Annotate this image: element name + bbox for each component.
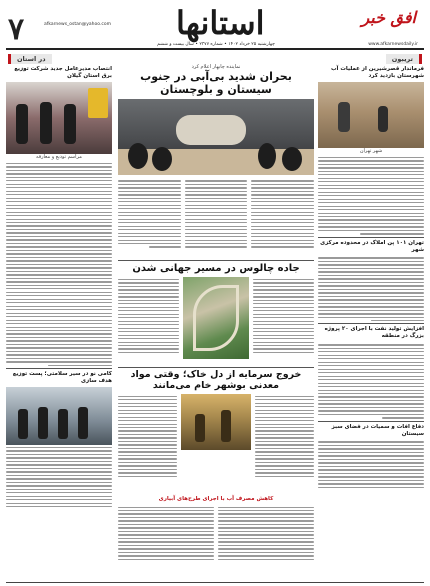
website-url[interactable]: www.afkarnewsdaily.ir — [368, 42, 418, 47]
left-story1-body — [6, 161, 112, 366]
right-story4-body — [318, 439, 424, 488]
road-photo — [183, 277, 249, 359]
main-photo — [118, 99, 314, 175]
main-story-body-col3 — [118, 178, 181, 258]
contact-email[interactable]: afkarnews_ostan@yahoo.com — [44, 22, 112, 27]
center-column — [118, 64, 314, 582]
section-label-left: در استان — [8, 54, 52, 64]
main-headline[interactable]: بحران شدید بی‌آبی در جنوب سیستان و بلوچستان — [140, 70, 292, 96]
center-story3-body-a — [255, 394, 314, 494]
bottom-rule — [6, 582, 424, 583]
page-number: ۷ — [8, 12, 25, 47]
newspaper-logo: استانها — [176, 4, 265, 42]
section-label-right: تریبون — [386, 54, 422, 64]
right-story3-body — [318, 342, 424, 418]
left-story1-photo — [6, 82, 112, 154]
right-column — [318, 64, 424, 582]
right-story1-head[interactable]: فرماندار قصرشیرین از عملیات آب شهرستان بازدید کرد — [331, 66, 424, 79]
mine-photo — [181, 394, 251, 450]
section-title: افق خبر — [361, 8, 416, 27]
right-story3-head[interactable]: افزایش تولید نفت با اجرای ۲۰ پروژه بزرگ در منطقه — [324, 326, 424, 340]
right-story2-head[interactable]: تهران ۱۰۱ پن املاک در محدوده مرکزی شهر — [320, 239, 424, 253]
photo-caption: شهر تهران — [359, 147, 383, 154]
left-story1-head[interactable]: انتصاب مدیرعامل جدید شرکت توزیع برق استان گیلان — [14, 66, 112, 79]
right-story2-body — [318, 255, 424, 321]
main-story-body-col1 — [251, 178, 314, 258]
right-story1-photo — [318, 82, 424, 148]
left-column — [6, 64, 112, 582]
center-story3-body-b — [118, 394, 177, 494]
dateline: چهارشنبه ۲۵ خرداد ۱۴۰۲ • شماره ۲۳۷۷ • سال بیست و ششم — [157, 42, 275, 47]
left-story2-body — [6, 445, 112, 508]
left-story2-photo — [6, 387, 112, 445]
left-story2-head[interactable]: کامی نو در سیر سلامتی؛ پست توزیع هدف سازی — [12, 371, 112, 385]
left-photo-caption: مراسم تودیع و معارفه — [36, 153, 82, 160]
center-story4-body-b — [118, 505, 214, 561]
center-small-head[interactable]: کاهش مصرف آب با اجرای طرح‌های آبیاری — [158, 495, 274, 502]
center-story2-headline[interactable]: جاده چالوس در مسیر جهانی شدن — [132, 263, 300, 275]
center-story4-body-a — [218, 505, 314, 561]
center-story3-headline[interactable]: خروج سرمایه از دل خاک؛ وقتی مواد معدنی بوشهر خام می‌مانند — [130, 368, 302, 391]
right-story4-head[interactable]: دفاع افات و سمیات در فضای سبز سیستان — [331, 423, 424, 437]
center-story2-body-b — [118, 277, 179, 365]
right-story1-body — [318, 155, 424, 235]
main-story-body-col2 — [185, 178, 248, 258]
masthead — [6, 4, 424, 50]
center-story2-body-a — [253, 277, 314, 365]
main-kicker: نماینده چابهار اعلام کرد — [191, 64, 241, 70]
